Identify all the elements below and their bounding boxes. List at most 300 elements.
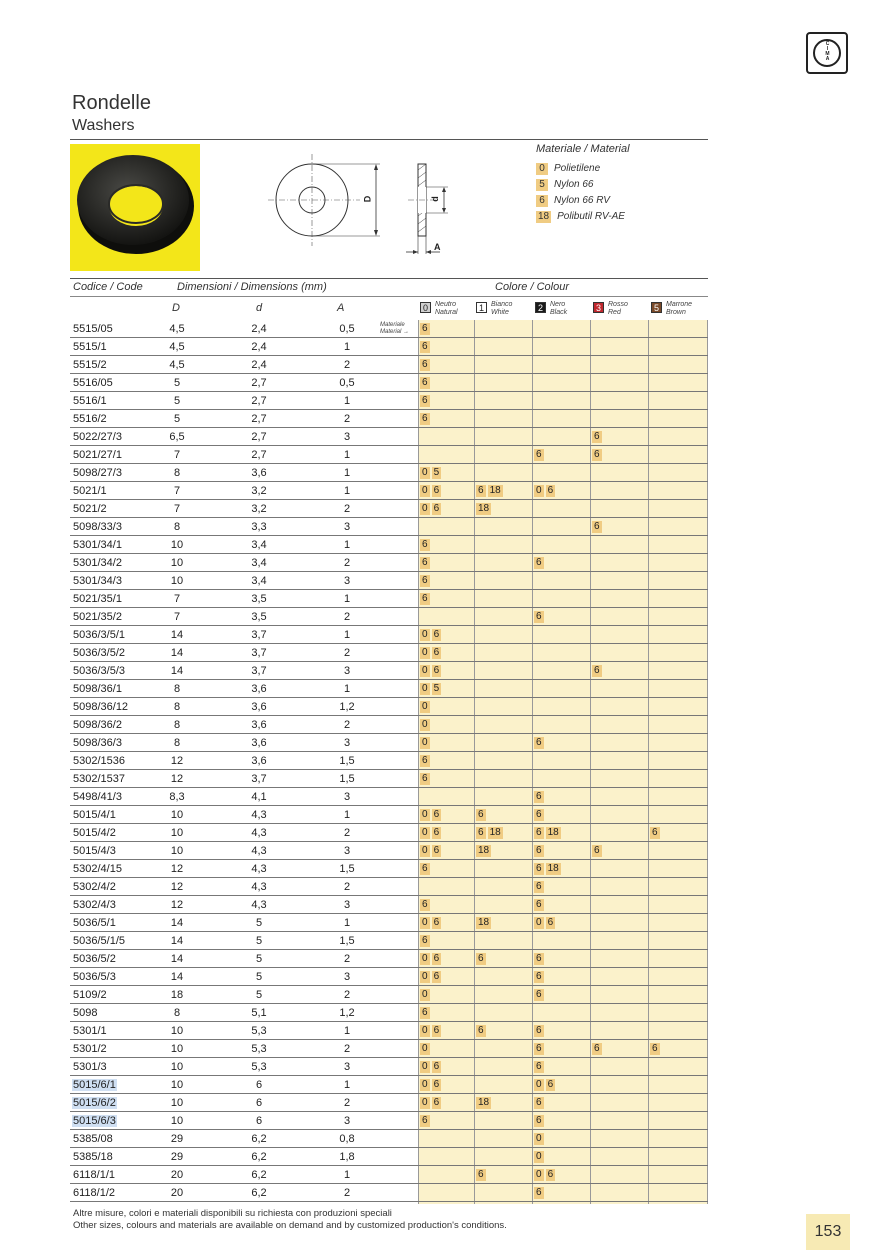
material-badge: 6 xyxy=(594,1043,600,1054)
header-code: Codice / Code xyxy=(73,281,143,293)
thickness: 2 xyxy=(343,413,351,425)
inner-diameter: 4,3 xyxy=(251,899,267,911)
outer-diameter: 10 xyxy=(170,1043,184,1055)
outer-diameter: 12 xyxy=(170,899,184,911)
product-code: 5302/1536 xyxy=(73,755,125,767)
colour-material-cell xyxy=(420,1024,443,1038)
table-row xyxy=(70,1166,708,1184)
material-badge: 0 xyxy=(422,647,428,658)
table-row xyxy=(70,752,708,770)
inner-diameter: 4,3 xyxy=(251,863,267,875)
material-badge: 6 xyxy=(422,755,428,766)
table-row xyxy=(70,320,708,338)
product-code: 5515/2 xyxy=(73,359,107,371)
outer-diameter: 14 xyxy=(170,953,184,965)
thickness: 2 xyxy=(343,647,351,659)
inner-diameter: 5 xyxy=(255,953,263,965)
colour-swatch: 0 xyxy=(420,302,431,313)
thickness: 3 xyxy=(343,1061,351,1073)
colour-material-cell xyxy=(534,1078,557,1092)
colour-material-cell xyxy=(476,808,488,822)
outer-diameter: 29 xyxy=(170,1151,184,1163)
thickness: 3 xyxy=(343,431,351,443)
thickness: 2 xyxy=(343,557,351,569)
colour-material-cell xyxy=(534,862,563,876)
page-subtitle: Washers xyxy=(72,117,135,134)
header-d: d xyxy=(256,302,263,314)
colour-material-cell xyxy=(534,1150,546,1164)
table-row xyxy=(70,392,708,410)
outer-diameter: 8 xyxy=(173,1007,181,1019)
material-badge: 6 xyxy=(536,1043,542,1054)
thickness: 2 xyxy=(343,611,351,623)
outer-diameter: 10 xyxy=(170,1115,184,1127)
material-badge: 18 xyxy=(478,917,490,928)
logo-letter: A xyxy=(825,56,830,62)
material-badge: 0 xyxy=(422,971,428,982)
material-badge: 0 xyxy=(422,683,428,694)
product-code: 6118/1/2 xyxy=(73,1187,116,1199)
product-code: 5015/4/3 xyxy=(73,845,116,857)
colour-material-cell xyxy=(534,448,546,462)
table-row xyxy=(70,1076,708,1094)
material-badge: 6 xyxy=(536,827,542,838)
outer-diameter: 10 xyxy=(170,827,184,839)
outer-diameter: 14 xyxy=(170,647,184,659)
thickness: 1,8 xyxy=(339,1151,355,1163)
table-row xyxy=(70,374,708,392)
colour-name-it: Neutro xyxy=(435,301,457,308)
product-code: 5036/3/5/1 xyxy=(73,629,125,641)
table-row xyxy=(70,680,708,698)
thickness: 1 xyxy=(343,629,351,641)
material-badge: 6 xyxy=(422,341,428,352)
outer-diameter: 10 xyxy=(170,1061,184,1073)
material-badge: 0 xyxy=(422,665,428,676)
inner-diameter: 5,3 xyxy=(251,1061,267,1073)
colour-material-cell xyxy=(534,844,546,858)
inner-diameter: 5 xyxy=(255,917,263,929)
divider xyxy=(70,139,708,140)
thickness: 1,5 xyxy=(339,755,355,767)
outer-diameter: 5 xyxy=(173,377,181,389)
inner-diameter: 4,3 xyxy=(251,827,267,839)
page-title: Rondelle xyxy=(72,92,151,114)
material-badge: 0 xyxy=(536,1151,542,1162)
material-badge: 0 xyxy=(422,629,428,640)
inner-diameter: 5 xyxy=(255,935,263,947)
outer-diameter: 8 xyxy=(173,521,181,533)
thickness: 2 xyxy=(343,827,351,839)
logo-letters xyxy=(824,42,831,62)
material-badge: 0 xyxy=(422,953,428,964)
table-row xyxy=(70,338,708,356)
inner-diameter: 6,2 xyxy=(251,1187,267,1199)
outer-diameter: 8 xyxy=(173,737,181,749)
product-code: 5021/2 xyxy=(73,503,107,515)
product-code: 5036/3/5/2 xyxy=(73,647,125,659)
material-badge: 6 xyxy=(547,485,554,496)
table-row xyxy=(70,1094,708,1112)
product-code: 5385/08 xyxy=(73,1133,113,1145)
material-badge: 6 xyxy=(478,953,484,964)
material-badge: 0 xyxy=(422,809,428,820)
material-badge: 0 xyxy=(422,719,428,730)
colour-swatch: 2 xyxy=(535,302,546,313)
material-badge: 6 xyxy=(652,827,658,838)
product-code: 5516/1 xyxy=(73,395,107,407)
product-code: 5022/27/3 xyxy=(73,431,122,443)
colour-name-en: Red xyxy=(608,309,621,316)
material-badge: 18 xyxy=(547,863,559,874)
product-code: 5036/5/3 xyxy=(73,971,116,983)
material-badge: 6 xyxy=(433,845,440,856)
material-label: Polibutil RV-AE xyxy=(557,211,625,222)
inner-diameter: 3,2 xyxy=(251,485,267,497)
colour-material-cell xyxy=(420,934,432,948)
material-badge: 6 xyxy=(536,611,542,622)
material-badge: 0 xyxy=(422,1043,428,1054)
material-badge: 6 xyxy=(536,863,542,874)
table-row xyxy=(70,932,708,950)
colour-material-cell xyxy=(420,502,443,516)
header-A: A xyxy=(337,302,345,314)
inner-diameter: 2,7 xyxy=(251,377,267,389)
product-code: 5302/1537 xyxy=(73,773,125,785)
inner-diameter: 6 xyxy=(255,1097,263,1109)
product-code: 5098/36/12 xyxy=(73,701,129,713)
outer-diameter: 10 xyxy=(170,575,184,587)
colour-material-cell xyxy=(534,898,546,912)
table-row xyxy=(70,716,708,734)
colour-material-cell xyxy=(476,1024,488,1038)
table-row xyxy=(70,950,708,968)
material-badge: 6 xyxy=(433,647,440,658)
inner-diameter: 6,2 xyxy=(251,1169,267,1181)
inner-diameter: 4,3 xyxy=(251,881,267,893)
inner-diameter: 5 xyxy=(255,989,263,1001)
colour-material-cell xyxy=(476,844,493,858)
colour-material-cell xyxy=(534,610,546,624)
thickness: 2 xyxy=(343,719,351,731)
material-badge: 6 xyxy=(478,809,484,820)
inner-diameter: 3,7 xyxy=(251,773,267,785)
thickness: 1 xyxy=(343,467,351,479)
material-badge: 6 xyxy=(422,899,428,910)
thickness: 3 xyxy=(343,737,351,749)
thickness: 0,5 xyxy=(339,323,355,335)
table-row xyxy=(70,968,708,986)
table-row xyxy=(70,896,708,914)
outer-diameter: 4,5 xyxy=(169,359,185,371)
material-badge: 6 xyxy=(433,1061,440,1072)
material-badge: 6 xyxy=(478,1169,484,1180)
product-code: 5498/41/3 xyxy=(73,791,122,803)
product-code: 5515/1 xyxy=(73,341,107,353)
table-row xyxy=(70,1184,708,1202)
thickness: 1 xyxy=(343,395,351,407)
thickness: 3 xyxy=(343,791,351,803)
table-row xyxy=(70,1130,708,1148)
product-code: 5021/35/2 xyxy=(73,611,122,623)
inner-diameter: 3,6 xyxy=(251,737,267,749)
colour-material-cell xyxy=(592,448,604,462)
product-code: 6118/1/1 xyxy=(73,1169,116,1181)
colour-material-cell xyxy=(476,502,493,516)
table-row xyxy=(70,1148,708,1166)
colour-material-cell xyxy=(420,556,432,570)
colour-material-cell xyxy=(420,682,443,696)
divider xyxy=(70,278,708,279)
thickness: 1,5 xyxy=(339,773,355,785)
outer-diameter: 10 xyxy=(170,1079,184,1091)
label-D: D xyxy=(362,195,373,203)
material-legend-item xyxy=(536,178,593,191)
material-code: 0 xyxy=(536,163,548,175)
material-badge: 6 xyxy=(652,1043,658,1054)
colour-material-cell xyxy=(650,826,662,840)
product-code: 5301/2 xyxy=(73,1043,107,1055)
product-code: 5516/05 xyxy=(73,377,113,389)
colour-material-cell xyxy=(592,430,604,444)
outer-diameter: 10 xyxy=(170,539,184,551)
material-badge: 6 xyxy=(422,323,428,334)
colour-material-cell xyxy=(534,1096,546,1110)
outer-diameter: 8 xyxy=(173,683,181,695)
colour-material-cell xyxy=(534,1132,546,1146)
colour-material-cell xyxy=(592,844,604,858)
colour-material-cell xyxy=(420,916,443,930)
inner-diameter: 2,7 xyxy=(251,395,267,407)
table-row xyxy=(70,572,708,590)
inner-diameter: 2,4 xyxy=(251,359,267,371)
material-badge: 6 xyxy=(536,1025,542,1036)
thickness: 1,5 xyxy=(339,935,355,947)
technical-drawing xyxy=(268,150,468,265)
material-badge: 6 xyxy=(594,521,600,532)
logo-letter: I xyxy=(826,46,829,52)
product-code: 5036/5/1/5 xyxy=(73,935,125,947)
material-badge: 6 xyxy=(536,791,542,802)
outer-diameter: 10 xyxy=(170,1025,184,1037)
colour-material-cell xyxy=(534,880,546,894)
colour-material-cell xyxy=(592,1042,604,1056)
material-badge: 6 xyxy=(433,917,440,928)
table-row xyxy=(70,482,708,500)
outer-diameter: 5 xyxy=(173,395,181,407)
material-badge: 6 xyxy=(433,1079,440,1090)
colour-swatch: 1 xyxy=(476,302,487,313)
product-code: 5098/36/1 xyxy=(73,683,122,695)
header-D: D xyxy=(172,302,180,314)
colour-material-cell xyxy=(534,1186,546,1200)
inner-diameter: 6 xyxy=(255,1115,263,1127)
colour-material-cell xyxy=(592,664,604,678)
colour-material-cell xyxy=(420,988,432,1002)
table-row xyxy=(70,734,708,752)
material-badge: 6 xyxy=(536,1061,542,1072)
material-badge: 0 xyxy=(422,737,428,748)
thickness: 3 xyxy=(343,521,351,533)
outer-diameter: 14 xyxy=(170,917,184,929)
material-badge: 6 xyxy=(433,665,440,676)
inner-diameter: 2,4 xyxy=(251,341,267,353)
material-badge: 6 xyxy=(547,1079,554,1090)
table-row xyxy=(70,554,708,572)
product-code: 5302/4/2 xyxy=(73,881,116,893)
thickness: 2 xyxy=(343,359,351,371)
material-badge: 6 xyxy=(433,1097,440,1108)
material-badge: 6 xyxy=(422,593,428,604)
material-badge: 6 xyxy=(422,935,428,946)
colour-material-cell xyxy=(420,970,443,984)
thickness: 1 xyxy=(343,485,351,497)
inner-diameter: 3,4 xyxy=(251,575,267,587)
colour-material-cell xyxy=(650,1042,662,1056)
colour-material-cell xyxy=(420,538,432,552)
colour-material-cell xyxy=(420,772,432,786)
material-badge: 6 xyxy=(422,413,428,424)
thickness: 2 xyxy=(343,1097,351,1109)
thickness: 2 xyxy=(343,881,351,893)
company-logo xyxy=(806,32,848,74)
material-label: Nylon 66 xyxy=(554,179,594,190)
outer-diameter: 7 xyxy=(173,611,181,623)
product-code: 5516/2 xyxy=(73,413,107,425)
material-badge: 0 xyxy=(422,1025,428,1036)
material-badge: 6 xyxy=(536,899,542,910)
colour-material-cell xyxy=(534,952,546,966)
footer-note-en: Other sizes, colours and materials are available on demand and by customized production's conditions. xyxy=(73,1220,507,1231)
thickness: 3 xyxy=(343,971,351,983)
colour-material-cell xyxy=(420,412,432,426)
material-badge: 6 xyxy=(536,989,542,1000)
material-badge: 5 xyxy=(433,683,440,694)
table-row xyxy=(70,986,708,1004)
colour-name-it: Nero xyxy=(550,301,566,308)
material-badge: 0 xyxy=(422,485,428,496)
inner-diameter: 4,3 xyxy=(251,809,267,821)
table-row xyxy=(70,860,708,878)
colour-material-cell xyxy=(420,844,443,858)
inner-diameter: 3,4 xyxy=(251,557,267,569)
thickness: 1 xyxy=(343,917,351,929)
colour-name-it: Rosso xyxy=(608,301,628,308)
colour-material-cell xyxy=(534,790,546,804)
thickness: 1 xyxy=(343,341,351,353)
table-row xyxy=(70,842,708,860)
material-label: Polietilene xyxy=(554,163,601,174)
outer-diameter: 20 xyxy=(170,1169,184,1181)
outer-diameter: 7 xyxy=(173,503,181,515)
colour-material-cell xyxy=(420,1114,432,1128)
material-badge: 6 xyxy=(422,1007,428,1018)
outer-diameter: 12 xyxy=(170,863,184,875)
thickness: 3 xyxy=(343,845,351,857)
thickness: 2 xyxy=(343,1043,351,1055)
material-badge: 6 xyxy=(478,485,484,496)
outer-diameter: 7 xyxy=(173,485,181,497)
table-row xyxy=(70,446,708,464)
material-badge: 6 xyxy=(536,557,542,568)
label-A: A xyxy=(434,242,441,252)
inner-diameter: 5,3 xyxy=(251,1025,267,1037)
material-badge: 6 xyxy=(433,809,440,820)
inner-diameter: 6,2 xyxy=(251,1151,267,1163)
material-badge: 6 xyxy=(433,1025,440,1036)
material-legend-title: Materiale / Material xyxy=(536,143,630,155)
thickness: 2 xyxy=(343,1187,351,1199)
material-badge: 0 xyxy=(422,845,428,856)
colour-material-cell xyxy=(534,1024,546,1038)
material-badge: 6 xyxy=(536,971,542,982)
colour-material-cell xyxy=(534,970,546,984)
material-badge: 0 xyxy=(422,467,428,478)
table-row xyxy=(70,518,708,536)
inner-diameter: 3,6 xyxy=(251,701,267,713)
outer-diameter: 14 xyxy=(170,665,184,677)
table-row xyxy=(70,824,708,842)
thickness: 3 xyxy=(343,575,351,587)
table-row xyxy=(70,1058,708,1076)
material-badge: 6 xyxy=(594,431,600,442)
inner-diameter: 3,6 xyxy=(251,683,267,695)
material-legend-item xyxy=(536,194,610,207)
material-badge: 6 xyxy=(422,575,428,586)
inner-diameter: 3,6 xyxy=(251,755,267,767)
material-badge: 6 xyxy=(478,827,484,838)
logo-circle xyxy=(813,39,841,67)
colour-material-cell xyxy=(420,376,432,390)
colour-material-cell xyxy=(476,484,505,498)
material-note-line: Material → xyxy=(380,329,410,335)
thickness: 2 xyxy=(343,953,351,965)
inner-diameter: 2,4 xyxy=(251,323,267,335)
outer-diameter: 10 xyxy=(170,809,184,821)
divider xyxy=(70,296,708,297)
thickness: 0,5 xyxy=(339,377,355,389)
outer-diameter: 8 xyxy=(173,467,181,479)
product-code: 5015/4/1 xyxy=(73,809,116,821)
inner-diameter: 3,7 xyxy=(251,629,267,641)
table-row xyxy=(70,662,708,680)
material-badge: 6 xyxy=(478,1025,484,1036)
colour-material-cell xyxy=(534,736,546,750)
colour-material-cell xyxy=(420,340,432,354)
material-badge: 6 xyxy=(422,773,428,784)
product-code: 5098 xyxy=(73,1007,98,1019)
colour-material-cell xyxy=(534,1168,557,1182)
table-row xyxy=(70,464,708,482)
thickness: 1,2 xyxy=(339,1007,355,1019)
outer-diameter: 6,5 xyxy=(169,431,185,443)
colour-material-cell xyxy=(534,1042,546,1056)
thickness: 0,8 xyxy=(339,1133,355,1145)
material-badge: 0 xyxy=(536,485,542,496)
colour-material-cell xyxy=(534,988,546,1002)
material-badge: 6 xyxy=(433,485,440,496)
material-badge: 0 xyxy=(536,1079,542,1090)
outer-diameter: 12 xyxy=(170,755,184,767)
material-badge: 6 xyxy=(536,1097,542,1108)
material-badge: 18 xyxy=(478,845,490,856)
material-code: 6 xyxy=(536,195,548,207)
header-dimensions: Dimensioni / Dimensions (mm) xyxy=(177,281,327,293)
thickness: 2 xyxy=(343,503,351,515)
material-badge: 6 xyxy=(422,1115,428,1126)
outer-diameter: 12 xyxy=(170,881,184,893)
colour-material-cell xyxy=(420,322,432,336)
